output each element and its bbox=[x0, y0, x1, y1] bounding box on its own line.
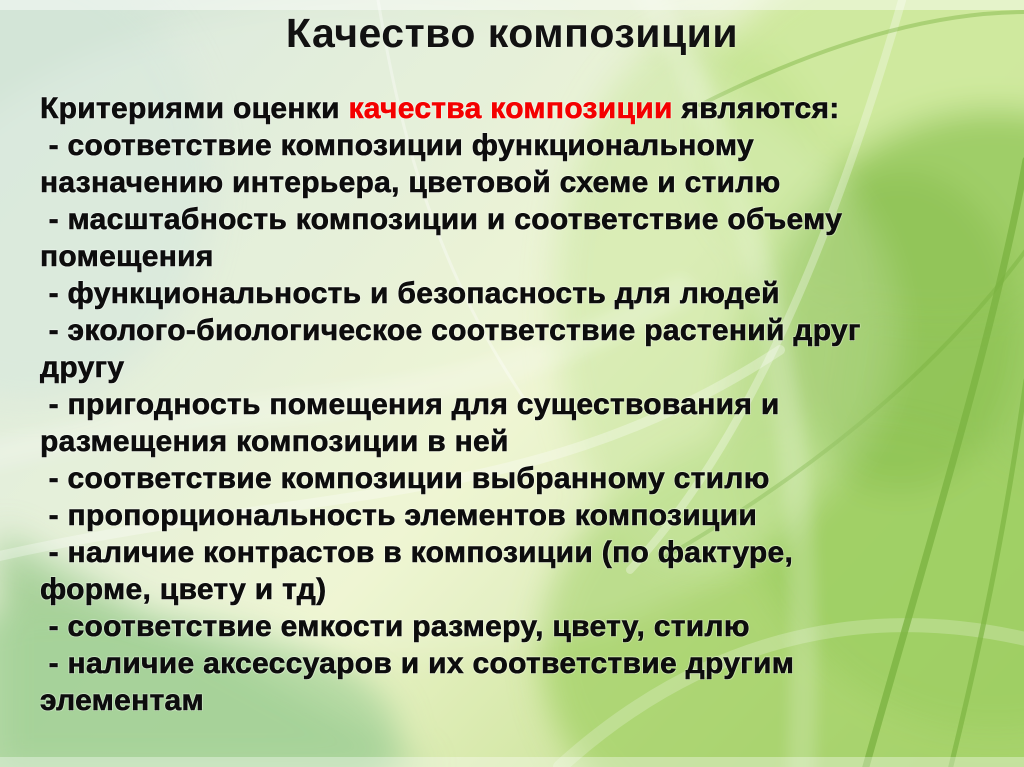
body-line: назначению интерьера, цветовой схеме и стилю bbox=[40, 166, 781, 199]
body-line: - функциональность и безопасность для людей bbox=[40, 277, 780, 310]
body-line: - соответствие композиции выбранному стилю bbox=[40, 462, 770, 495]
body-line: - масштабность композиции и соответствие объему bbox=[40, 203, 843, 236]
top-edge-highlight bbox=[0, 0, 1024, 10]
body-line: размещения композиции в ней bbox=[40, 425, 509, 458]
intro-highlight: качества композиции bbox=[348, 92, 673, 125]
slide-title: Качество композиции bbox=[285, 10, 739, 56]
body-line: - наличие контрастов в композиции (по фактуре, bbox=[40, 536, 794, 569]
body-line: - соответствие композиции функциональному bbox=[40, 129, 754, 162]
body-line: помещения bbox=[40, 240, 214, 273]
intro-suffix: являются: bbox=[672, 92, 840, 125]
body-line: - наличие аксессуаров и их соответствие другим bbox=[40, 647, 795, 680]
body-line: форме, цвету и тд) bbox=[40, 573, 327, 606]
body-line: - соответствие емкости размеру, цвету, стилю bbox=[40, 610, 750, 643]
intro-prefix: Критериями оценки bbox=[40, 92, 349, 125]
body-line: - пригодность помещения для существования и bbox=[40, 388, 780, 421]
body-line: - пропорциональность элементов композиции bbox=[40, 499, 758, 532]
body-line: - эколого-биологическое соответствие растений друг bbox=[40, 314, 861, 347]
body-line: элементам bbox=[40, 684, 205, 717]
bottom-edge-highlight bbox=[0, 757, 1024, 767]
body-lines bbox=[40, 127, 1000, 719]
body-line: другу bbox=[40, 351, 125, 384]
body-text-block bbox=[40, 90, 1000, 719]
body-intro-line bbox=[40, 90, 1000, 127]
